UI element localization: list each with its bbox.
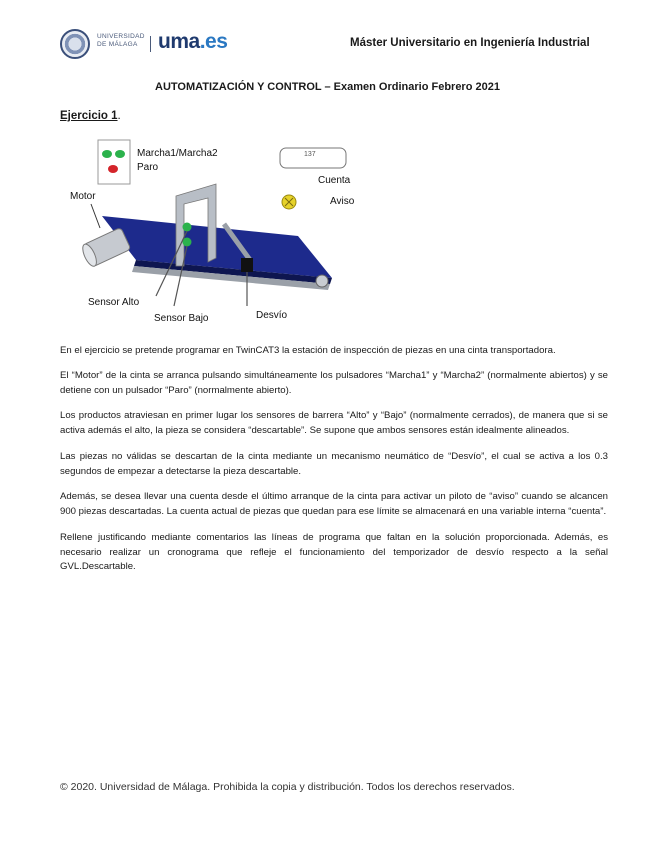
- page-header: [60, 28, 590, 58]
- exercise-heading: [60, 110, 121, 122]
- exercise-label: Ejercicio 1: [60, 110, 118, 122]
- paro-button-icon: [108, 165, 118, 173]
- university-name-line1: UNIVERSIDAD: [97, 33, 145, 40]
- motor-icon: [80, 227, 131, 268]
- uma-logo: [158, 30, 227, 54]
- sensor-alto-label: Sensor Alto: [88, 297, 140, 308]
- marcha1-button-icon: [102, 150, 112, 158]
- sensor-alto-icon: [183, 223, 192, 232]
- counter-value: 137: [304, 151, 316, 158]
- desvio-label: Desvío: [256, 310, 288, 321]
- desvio-actuator-icon: [241, 258, 253, 272]
- uma-logo-ext: .es: [199, 30, 228, 53]
- marcha2-button-icon: [115, 150, 125, 158]
- conveyor-illustration: [60, 138, 380, 338]
- paragraph-cuenta: Además, se desea llevar una cuenta desde el último arranque de la cinta para activar un piloto de “aviso” cuando se alcancen 900 piezas descartadas. La cuenta actual de piezas que quedan para ese límite se almacenará en una variable interna “cuenta”.: [60, 491, 608, 517]
- conveyor-diagram: [60, 138, 380, 338]
- paragraph-sensores: Los productos atraviesan en primer lugar los sensores de barrera “Alto” y “Bajo” (normalmente cerrados), de manera que si se activa además el alto, la pieza se considera “descartable”. Se supone que ambos sensores están idealmente alineados.: [60, 410, 608, 436]
- exam-title: AUTOMATIZACIÓN Y CONTROL – Examen Ordinario Febrero 2021: [155, 81, 500, 93]
- paragraph-desvio: Las piezas no válidas se descartan de la cinta mediante un mecanismo neumático de “Desvío”, el cual se activa a los 0.3 segundos de empezar a detectarse la pieza descartable.: [60, 451, 608, 477]
- button-panel: [98, 140, 130, 184]
- uma-logo-main: uma: [158, 30, 200, 53]
- paragraph-intro: En el ejercicio se pretende programar en TwinCAT3 la estación de inspección de piezas en una cinta transportadora.: [60, 345, 556, 356]
- motor-leader: [91, 204, 100, 228]
- university-crest-logo: [60, 29, 90, 59]
- aviso-label: Aviso: [330, 196, 355, 207]
- paragraph-motor: El “Motor” de la cinta se arranca pulsando simultáneamente los pulsadores “Marcha1” y “Marcha2” (normalmente abiertos) y se detiene con un pulsador “Paro” (normalmente abierto).: [60, 370, 608, 396]
- sensor-bajo-label: Sensor Bajo: [154, 313, 209, 324]
- logo-separator: [150, 36, 151, 52]
- exercise-trail: .: [117, 110, 121, 122]
- roller-right: [316, 275, 328, 287]
- university-name: [97, 33, 145, 49]
- master-title: Máster Universitario en Ingeniería Industrial: [350, 37, 590, 49]
- paro-label: Paro: [137, 162, 159, 173]
- cuenta-label: Cuenta: [318, 175, 351, 186]
- motor-label: Motor: [70, 191, 96, 202]
- paragraph-instrucciones: Rellene justificando mediante comentarios las líneas de programa que faltan en la solución proporcionada. Además, es necesario realizar un cronograma que refleje el funcionamiento del temporizador de desvío respecto a la señal GVL.Descartable.: [60, 532, 608, 573]
- page-footer: © 2020. Universidad de Málaga. Prohibida la copia y distribución. Todos los derechos reservados.: [60, 781, 515, 793]
- marcha-label: Marcha1/Marcha2: [137, 148, 218, 159]
- university-name-line2: DE MÁLAGA: [97, 41, 138, 48]
